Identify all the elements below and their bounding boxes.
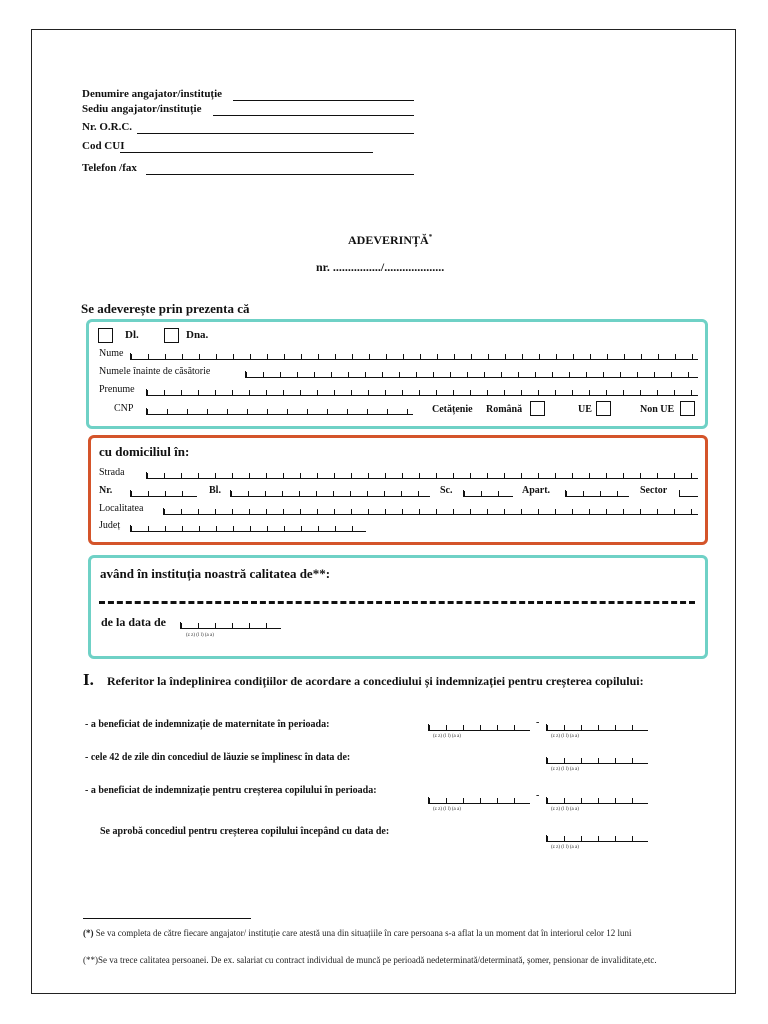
nr-label: Nr. [99, 485, 113, 496]
leave-approval-date-hint: (z z) (l l) (a a) [551, 845, 579, 850]
first-name-label: Prenume [99, 384, 135, 395]
leave-approval-date-field[interactable] [546, 835, 648, 842]
footnote-1: (*) Se va completa de către fiecare angajator/ instituție care atestă una din situațiile în care persoana s-a aflat la un moment dat în interiorul celor 12 luni [83, 928, 632, 938]
leave-approval-label: Se aprobă concediul pentru creșterea copilului începând cu data de: [100, 826, 390, 837]
nr-comb-field[interactable] [130, 490, 197, 497]
childcare-dash: - [536, 790, 540, 801]
role-dashed-line[interactable] [99, 601, 695, 604]
county-label: Județ [99, 520, 121, 531]
footnote-separator [83, 918, 251, 919]
maternity-period-label: - a beneficiat de indemnizație de maternitate în perioada: [85, 719, 330, 730]
mr-label: Dl. [125, 329, 139, 341]
eu-checkbox[interactable] [596, 401, 611, 416]
street-comb-field[interactable] [146, 472, 698, 479]
apt-label: Apart. [522, 485, 551, 496]
locality-label: Localitatea [99, 503, 144, 514]
romanian-label: Română [486, 404, 523, 415]
intro-text: Se adeverește prin prezenta că [81, 301, 250, 316]
mr-checkbox[interactable] [98, 328, 113, 343]
cui-line[interactable] [120, 152, 373, 153]
phone-label: Telefon /fax [82, 162, 137, 174]
stair-comb-field[interactable] [463, 490, 513, 497]
postpartum-date-field[interactable] [546, 757, 648, 764]
eu-label: UE [578, 404, 592, 415]
phone-line[interactable] [146, 174, 414, 175]
block-comb-field[interactable] [230, 490, 430, 497]
street-label: Strada [99, 467, 125, 478]
employer-name-label: Denumire angajator/instituție [82, 88, 223, 100]
postpartum-date-label: - cele 42 de zile din concediul de lăuzie se împlinesc în data de: [85, 752, 351, 763]
romanian-checkbox[interactable] [530, 401, 545, 416]
cnp-label: CNP [114, 403, 134, 414]
county-comb-field[interactable] [130, 525, 366, 532]
block-label: Bl. [209, 485, 221, 496]
role-heading: având în instituția noastră calitatea de**: [100, 566, 331, 581]
name-comb-field[interactable] [130, 353, 698, 360]
orc-label: Nr. O.R.C. [82, 121, 133, 133]
cui-label: Cod CUI [82, 140, 125, 152]
name-label: Nume [99, 348, 124, 359]
role-date-hint: (z z) (l l) (a a) [186, 633, 214, 638]
role-date-comb-field[interactable] [180, 622, 281, 629]
sector-comb-field[interactable] [679, 490, 698, 497]
footnote-2: (**)Se va trece calitatea persoanei. De ex. salariat cu contract individual de muncă pe perioadă nedeterminată/determinată, șomer, pensionar de invaliditate,etc. [83, 955, 657, 965]
childcare-period-label: - a beneficiat de indemnizație pentru creșterea copilului în perioada: [85, 785, 377, 796]
maternity-end-date-hint: (z z) (l l) (a a) [551, 734, 579, 739]
childcare-end-date-field[interactable] [546, 797, 648, 804]
employer-seat-label: Sediu angajator/instituție [82, 103, 202, 115]
stair-label: Sc. [440, 485, 453, 496]
maternity-end-date-field[interactable] [546, 724, 648, 731]
mrs-checkbox[interactable] [164, 328, 179, 343]
maternity-dash: - [536, 717, 540, 728]
document-title: ADEVERINȚĂ* [348, 233, 433, 247]
orc-line[interactable] [137, 133, 414, 134]
cnp-comb-field[interactable] [146, 408, 413, 415]
role-date-label: de la data de [101, 615, 167, 629]
first-name-comb-field[interactable] [146, 389, 698, 396]
sector-label: Sector [640, 485, 668, 496]
non-eu-label: Non UE [640, 404, 675, 415]
locality-comb-field[interactable] [163, 508, 698, 515]
apt-comb-field[interactable] [565, 490, 629, 497]
employer-name-line[interactable] [233, 100, 414, 101]
childcare-start-date-hint: (z z) (l l) (a a) [433, 807, 461, 812]
address-heading: cu domiciliul în: [99, 444, 190, 459]
maiden-name-label: Numele înainte de căsătorie [99, 366, 211, 377]
maternity-start-date-field[interactable] [428, 724, 530, 731]
maiden-name-comb-field[interactable] [245, 371, 698, 378]
section-title: Referitor la îndeplinirea condițiilor de acordare a concediului și indemnizației pentru creșterea copilului: [107, 674, 644, 688]
section-numeral: I. [83, 670, 94, 689]
document-number: nr. ................/.................... [316, 260, 445, 274]
non-eu-checkbox[interactable] [680, 401, 695, 416]
citizenship-label: Cetățenie [432, 404, 473, 415]
maternity-start-date-hint: (z z) (l l) (a a) [433, 734, 461, 739]
childcare-start-date-field[interactable] [428, 797, 530, 804]
employer-seat-line[interactable] [213, 115, 414, 116]
postpartum-date-hint: (z z) (l l) (a a) [551, 767, 579, 772]
childcare-end-date-hint: (z z) (l l) (a a) [551, 807, 579, 812]
mrs-label: Dna. [186, 329, 209, 341]
